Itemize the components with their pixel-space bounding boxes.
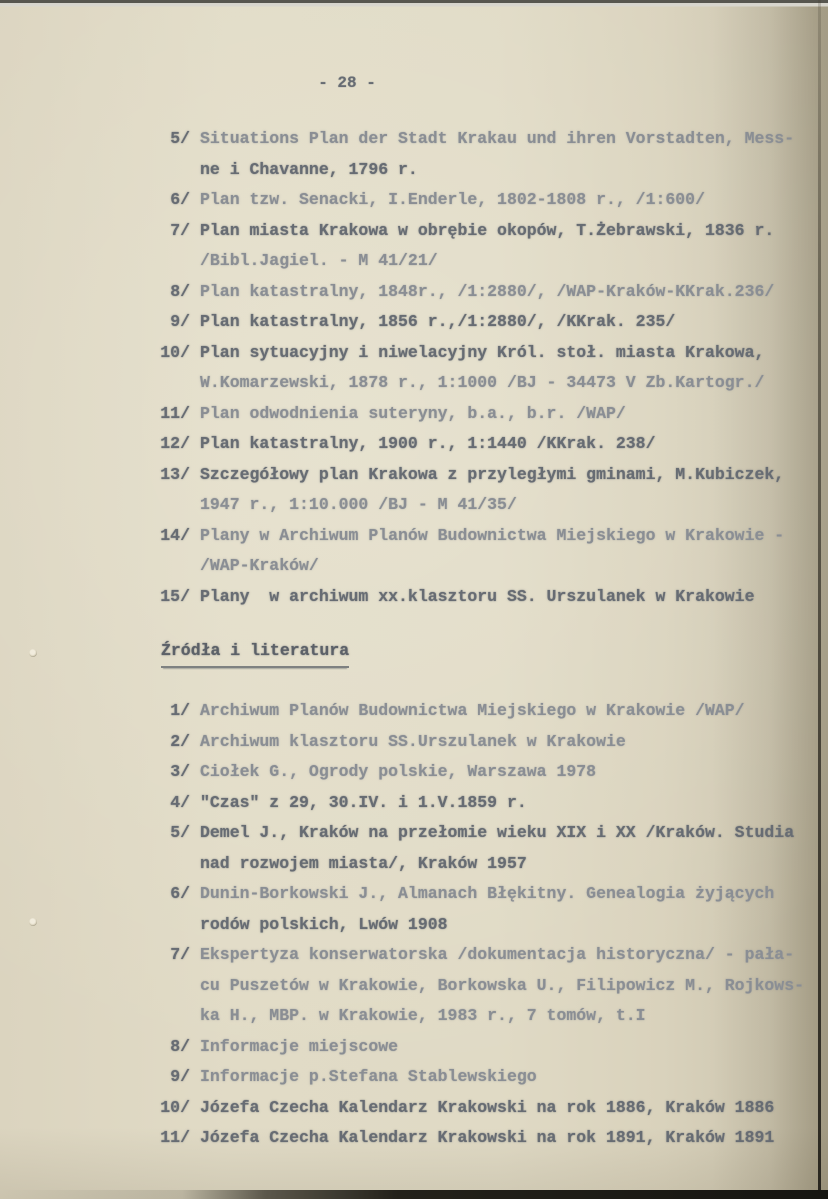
list-item bbox=[170, 124, 795, 185]
list-item bbox=[160, 429, 794, 460]
item-line: /WAP-Kraków/ bbox=[200, 556, 319, 575]
list-item bbox=[170, 757, 804, 788]
item-line: Józefa Czecha Kalendarz Krakowski na rok 1886, Kraków 1886 bbox=[200, 1097, 775, 1117]
item-number: 7/ bbox=[170, 945, 190, 964]
item-line: Plan sytuacyjny i niwelacyjny Król. stoł. miasta Krakowa, bbox=[200, 342, 765, 362]
item-line: Plan miasta Krakowa w obrębie okopów, T.Żebrawski, 1836 r. bbox=[200, 220, 775, 240]
item-line: Demel J., Kraków na przełomie wieku XIX i XX /Kraków. Studia bbox=[200, 823, 795, 842]
list-item bbox=[160, 521, 794, 582]
list-item bbox=[160, 338, 794, 399]
item-number: 5/ bbox=[170, 823, 190, 842]
scan-edge-bottom bbox=[0, 1190, 828, 1199]
item-number: 11/ bbox=[160, 1128, 190, 1147]
item-line: Situations Plan der Stadt Krakau und ihren Vorstadten, Mess- bbox=[200, 129, 795, 148]
item-number: 12/ bbox=[160, 434, 190, 453]
item-line: Józefa Czecha Kalendarz Krakowski na rok 1891, Kraków 1891 bbox=[200, 1128, 775, 1147]
item-line: W.Komarzewski, 1878 r., 1:1000 /BJ - 34473 V Zb.Kartogr./ bbox=[200, 373, 765, 392]
scan-edge-top bbox=[0, 0, 828, 7]
list-item bbox=[170, 216, 794, 277]
item-line: Ciołek G., Ogrody polskie, Warszawa 1978 bbox=[200, 762, 597, 781]
item-line: rodów polskich, Lwów 1908 bbox=[200, 914, 448, 934]
scan-edge-right bbox=[818, 0, 821, 1199]
item-number: 9/ bbox=[170, 1067, 190, 1086]
item-line: Plan odwodnienia suteryny, b.a., b.r. /WAP/ bbox=[200, 403, 626, 423]
item-line: ka H., MBP. w Krakowie, 1983 r., 7 tomów, t.I bbox=[200, 1006, 646, 1025]
item-number: 14/ bbox=[160, 525, 190, 545]
item-line: Plan tzw. Senacki, I.Enderle, 1802-1808 r., /1:600/ bbox=[200, 190, 705, 209]
list-item bbox=[170, 277, 794, 308]
sources-heading: Źródła i literatura bbox=[161, 638, 349, 668]
item-line: Archiwum Planów Budownictwa Miejskiego w Krakowie /WAP/ bbox=[200, 701, 745, 720]
item-number: 3/ bbox=[170, 762, 190, 781]
list-item bbox=[170, 788, 804, 819]
list-item bbox=[170, 185, 794, 216]
list-item bbox=[170, 727, 804, 758]
item-number: 8/ bbox=[170, 1036, 190, 1056]
list-item bbox=[170, 879, 804, 940]
item-line: 1947 r., 1:10.000 /BJ - M 41/35/ bbox=[200, 495, 517, 514]
item-line: Plan katastralny, 1848r., /1:2880/, /WAP-Kraków-KKrak.236/ bbox=[200, 281, 775, 301]
item-number: 1/ bbox=[170, 701, 190, 720]
item-line: "Czas" z 29, 30.IV. i 1.V.1859 r. bbox=[200, 792, 527, 812]
item-line: Plan katastralny, 1900 r., 1:1440 /KKrak. 238/ bbox=[200, 434, 656, 453]
page-number: - 28 - bbox=[318, 74, 376, 92]
list-item bbox=[170, 940, 804, 1032]
item-number: 10/ bbox=[160, 342, 190, 362]
item-number: 5/ bbox=[170, 129, 190, 148]
list-item bbox=[170, 1062, 804, 1093]
item-line: /Bibl.Jagiel. - M 41/21/ bbox=[200, 251, 438, 270]
list-item bbox=[160, 460, 794, 521]
item-number: 10/ bbox=[160, 1097, 190, 1117]
item-number: 8/ bbox=[170, 281, 190, 301]
list-item bbox=[170, 818, 804, 879]
pin-hole bbox=[29, 918, 37, 926]
list-item bbox=[170, 307, 794, 338]
list-item bbox=[160, 1123, 804, 1154]
item-line: Plany w archiwum xx.klasztoru SS. Urszulanek w Krakowie bbox=[200, 586, 755, 606]
item-number: 9/ bbox=[170, 312, 190, 331]
item-line: Informacje p.Stefana Stablewskiego bbox=[200, 1067, 537, 1086]
literature-list bbox=[160, 696, 804, 1154]
item-line: Dunin-Borkowski J., Almanach Błękitny. Genealogia żyjących bbox=[200, 884, 775, 903]
item-number: 4/ bbox=[170, 792, 190, 812]
item-line: Informacje miejscowe bbox=[200, 1036, 399, 1056]
item-number: 2/ bbox=[170, 731, 190, 751]
item-number: 7/ bbox=[170, 220, 190, 240]
item-line: nad rozwojem miasta/, Kraków 1957 bbox=[200, 853, 527, 873]
item-line: Ekspertyza konserwatorska /dokumentacja historyczna/ - pała- bbox=[200, 945, 795, 964]
item-line: Archiwum klasztoru SS.Urszulanek w Krakowie bbox=[200, 731, 626, 751]
item-number: 11/ bbox=[160, 403, 190, 423]
pin-hole bbox=[29, 649, 37, 657]
item-line: Plany w Archiwum Planów Budownictwa Miejskiego w Krakowie - bbox=[200, 525, 785, 545]
item-number: 15/ bbox=[160, 586, 190, 606]
item-line: Szczegółowy plan Krakowa z przyległymi gminami, M.Kubiczek, bbox=[200, 464, 785, 484]
item-number: 6/ bbox=[170, 190, 190, 209]
item-line: Plan katastralny, 1856 r.,/1:2880/, /KKrak. 235/ bbox=[200, 312, 676, 331]
list-item bbox=[160, 1093, 804, 1124]
list-item bbox=[160, 399, 794, 430]
item-number: 6/ bbox=[170, 884, 190, 903]
item-line: cu Puszetów w Krakowie, Borkowska U., Filipowicz M., Rojkows- bbox=[200, 975, 804, 995]
item-number: 13/ bbox=[160, 464, 190, 484]
list-item bbox=[170, 696, 804, 727]
list-item bbox=[170, 1032, 804, 1063]
list-item bbox=[160, 582, 794, 613]
plans-list bbox=[160, 124, 795, 612]
item-line: ne i Chavanne, 1796 r. bbox=[200, 159, 418, 179]
